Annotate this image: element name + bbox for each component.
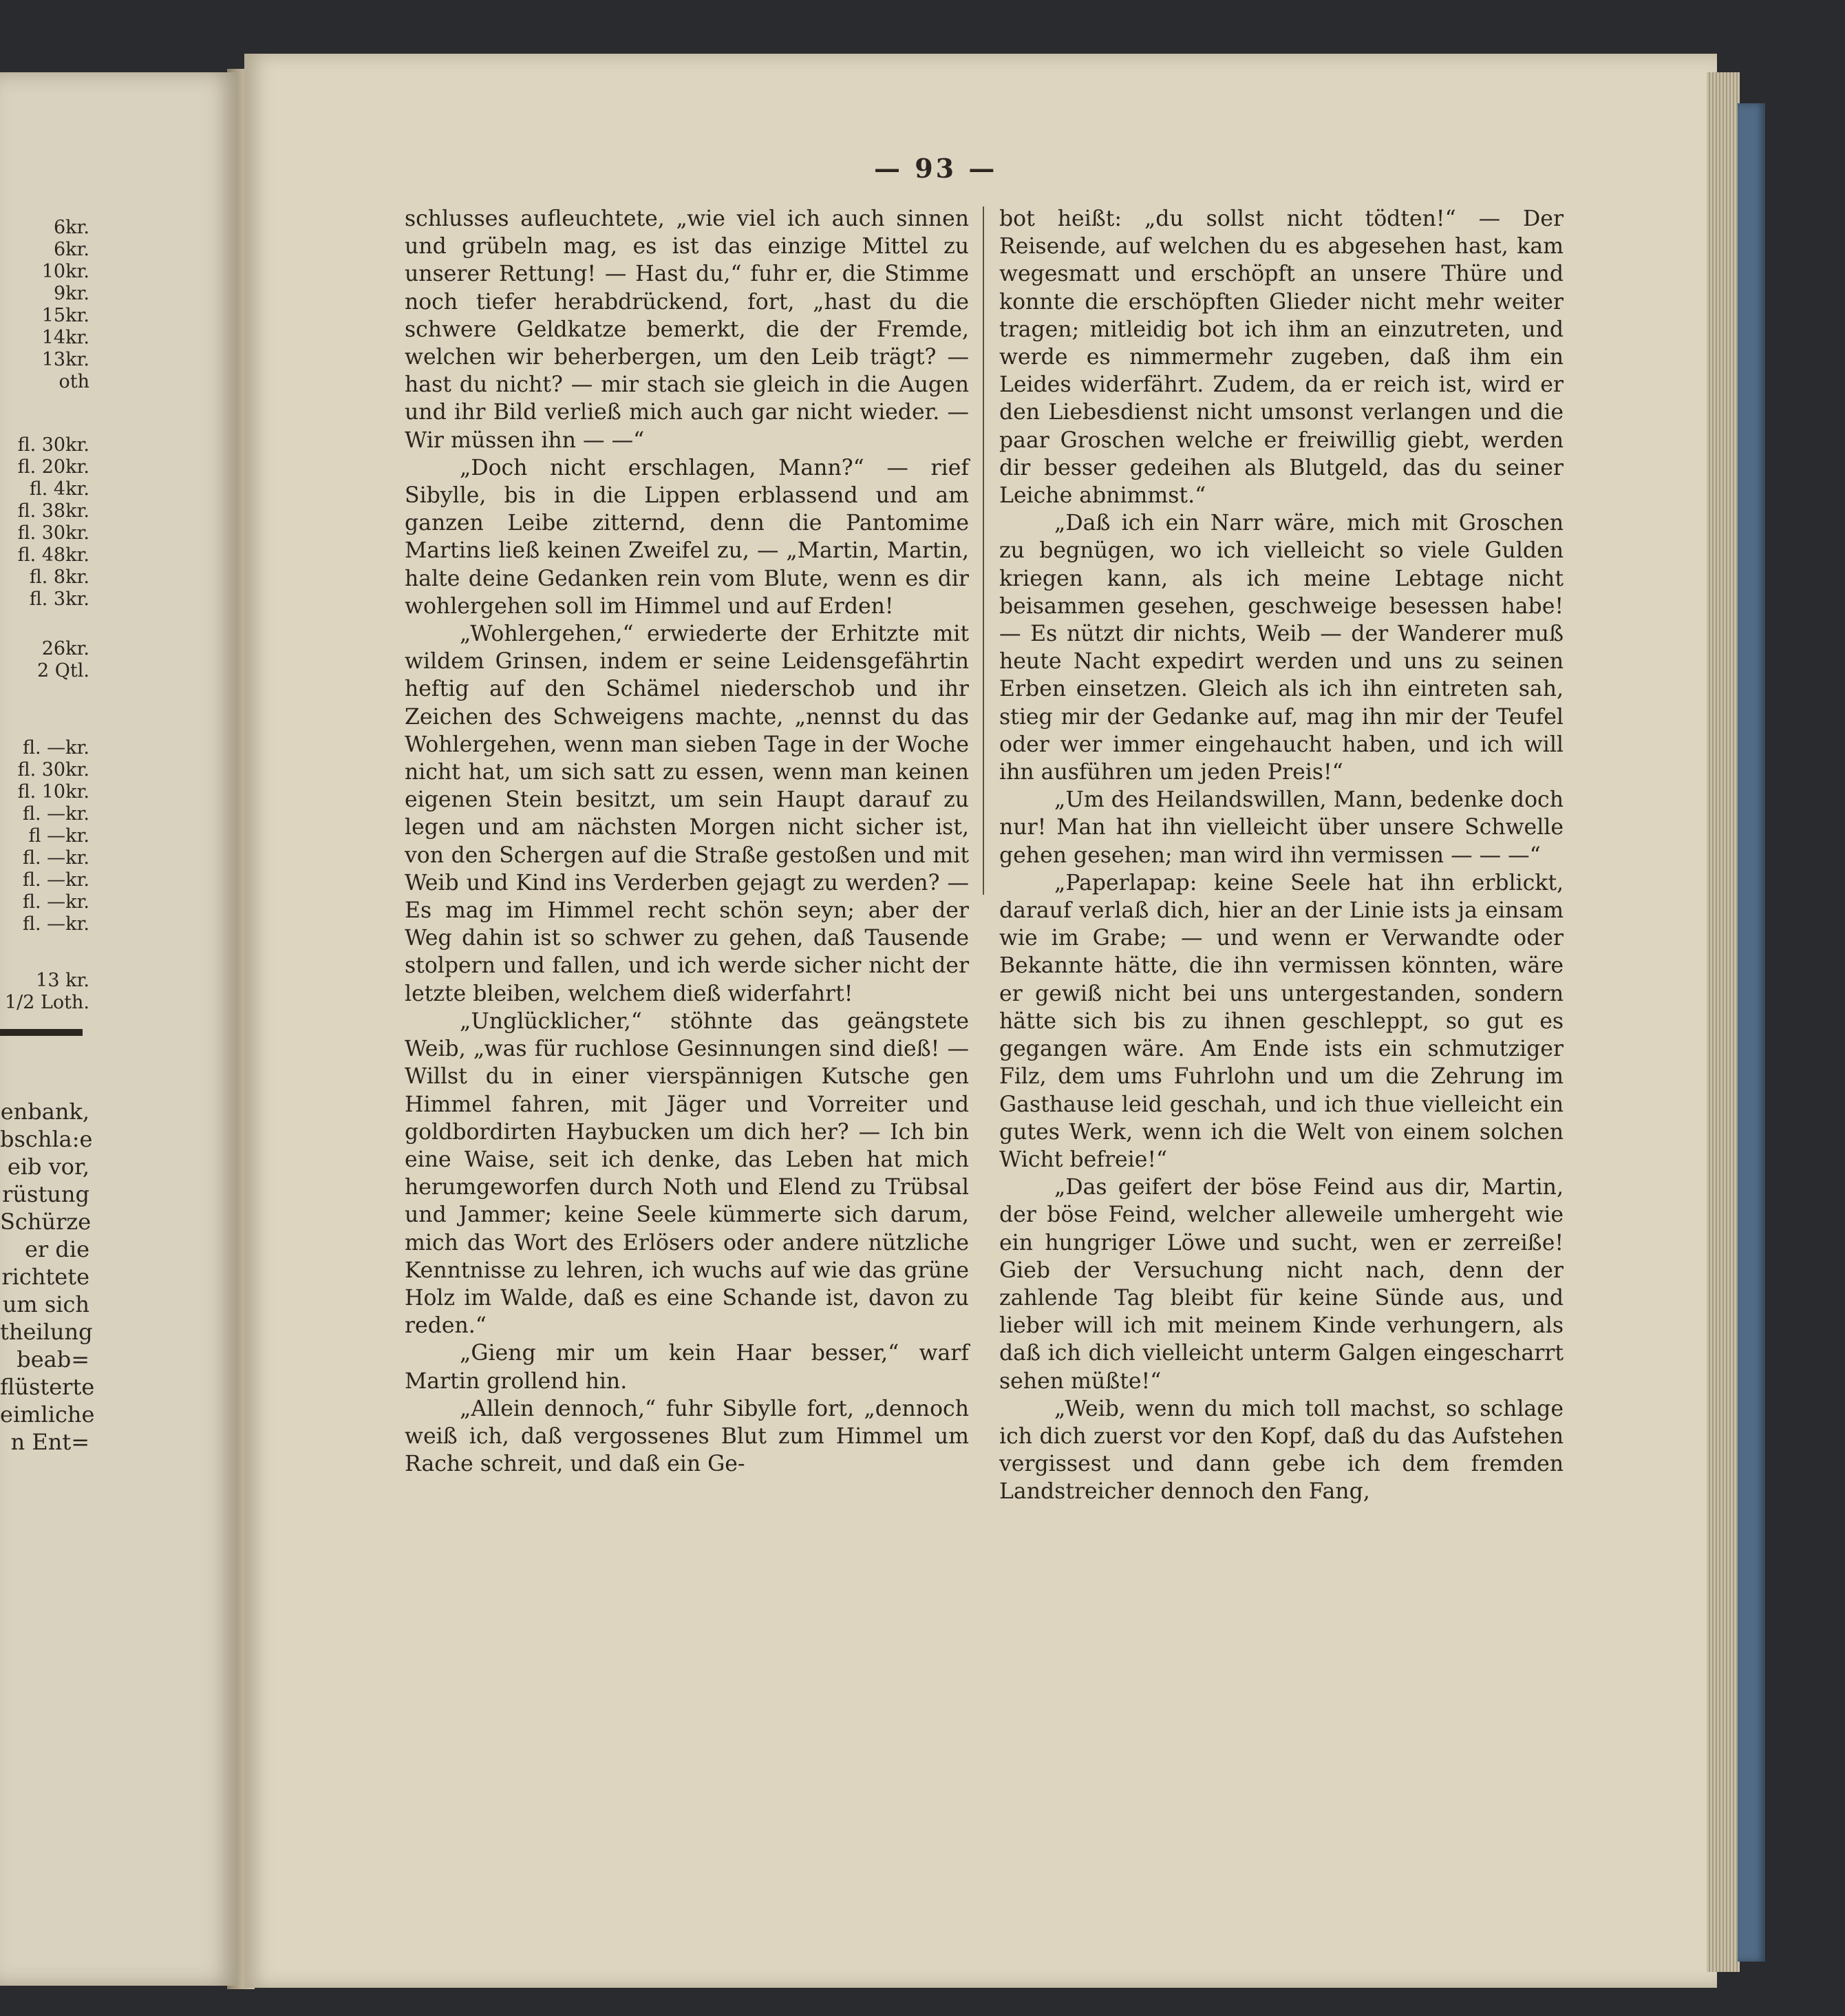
fragment-line: theilung — [0, 1319, 93, 1345]
horizontal-rule — [0, 1029, 83, 1036]
fragment-line: 15kr. — [41, 305, 89, 326]
fragment-group-4 — [0, 737, 227, 935]
paragraph: „Doch nicht erschlagen, Mann?“ — rief Sibylle, bis in die Lippen erblassend und am ganzen Leibe zitternd, denn die Pantomime Martins ließ keinen Zweifel zu, — „Martin, Martin, halte deine Gedanken rein vom Blute, wenn es dir wohlergehen soll im Himmel und auf Erden! — [405, 455, 969, 619]
fragment-line: oth — [58, 371, 89, 392]
fragment-group-1 — [0, 217, 227, 393]
paragraph: „Das geifert der böse Feind aus dir, Martin, der böse Feind, welcher alleweile umhergeht wie ein hungriger Löwe und sucht, wen er zerreiße! Gieb der Versuchung nicht nach, denn der zahlende Tag bleibt für keine Sünde aus, und lieber will ich mit meinem Kinde verhungern, als daß ich dich vielleicht unterm Galgen eingescharrt sehen müßte!“ — [999, 1175, 1564, 1394]
fragment-line: fl. —kr. — [22, 891, 89, 913]
paragraph: „Weib, wenn du mich toll machst, so schlage ich dich zuerst vor den Kopf, daß du das Aufstehen vergissest und dann gebe ich dem fremden Landstreicher dennoch den Fang, — [999, 1396, 1564, 1505]
left-margin-fragments — [0, 217, 227, 1471]
book-cover-edge — [1738, 103, 1765, 1962]
paragraph: „Paperlapap: keine Seele hat ihn erblickt, darauf verlaß dich, hier an der Linie ists ja einsam wie im Grabe; — und wenn er Verwandte oder Bekannte hätte, die ihn vermissen könnten, wäre er gewiß nicht bei uns untergestanden, sondern hätte sich bis zu ihnen geschleppt, so gut es gegangen wäre. Am Ende ists ein schmutziger Filz, dem ums Fuhrlohn und um die Zehrung im Gasthause leid geschah, und ich thue vielleicht ein gutes Werk, wenn ich die Welt von einem solchen Wicht befreie!“ — [999, 870, 1564, 1172]
paragraph: „Gieng mir um kein Haar besser,“ warf Martin grollend hin. — [405, 1341, 969, 1394]
fragment-line: er die — [24, 1236, 89, 1262]
fragment-line: um sich — [2, 1291, 89, 1317]
paragraph: schlusses aufleuchtete, „wie viel ich auch sinnen und grübeln mag, es ist das einzige Mittel zu unserer Rettung! — Hast du,“ fuhr er, die Stimme noch tiefer herabdrückend, fort, „hast du die schwere Geldkatze bemerkt, die der Fremde, welchen wir beherbergen, um den Leib trägt? — hast du nicht? — mir stach sie gleich in die Augen und ihr Bild verließ mich auch gar nicht wieder. — Wir müssen ihn — —“ — [405, 206, 969, 453]
paragraph: bot heißt: „du sollst nicht tödten!“ — Der Reisende, auf welchen du es abgesehen hast, kam wegesmatt und erschöpft an unsere Thüre und konnte die erschöpften Glieder nicht mehr weiter tragen; mitleidig bot ich ihm an einzutreten, und werde es nimmermehr zugeben, daß ihm ein Leides widerfährt. Zudem, da er reich ist, wird er den Liebesdienst nicht umsonst verlangen und die paar Groschen welche er freiwillig giebt, werden dir besser gedeihen als Blutgeld, das du seiner Leiche abnimmst.“ — [999, 206, 1564, 509]
fragment-line: fl. —kr. — [22, 737, 89, 758]
fragment-line: richtete — [1, 1264, 89, 1290]
fragment-line: fl. 30kr. — [17, 434, 89, 456]
fragment-group-6 — [0, 1098, 227, 1456]
fragment-line: eimliche — [0, 1401, 95, 1428]
fragment-line: 26kr. — [41, 638, 89, 659]
fragment-line: Schürze — [0, 1209, 92, 1235]
fragment-line: 1/2 Loth. — [4, 992, 89, 1013]
page-edges — [1707, 72, 1740, 1972]
fragment-line: 13kr. — [41, 349, 89, 370]
fragment-line: bschla:e — [0, 1126, 93, 1152]
fragment-line: fl. —kr. — [22, 869, 89, 891]
fragment-line: fl. 30kr. — [17, 759, 89, 781]
fragment-line: 9kr. — [53, 283, 89, 304]
text-column-right — [999, 205, 1564, 1506]
paragraph: „Unglücklicher,“ stöhnte das geängstete Weib, „was für ruchlose Gesinnungen sind dieß! — Willst du in einer vierspännigen Kutsche gen Himmel fahren, mit Jäger und Vorreiter und goldbordirten Haybucken um dich her? — Ich bin eine Waise, seit ich denke, das Leben hat mich herumgeworfen durch Noth und Elend zu Trübsal und Jammer; keine Seele kümmerte sich darum, mich das Wort des Erlösers oder andere nützliche Kenntnisse zu lehren, ich wuchs auf wie das grüne Holz im Walde, daß es eine Schande ist, davon zu reden.“ — [405, 1008, 969, 1339]
fragment-line: fl —kr. — [28, 825, 89, 847]
fragment-line: fl. 4kr. — [29, 478, 89, 500]
fragment-group-3 — [0, 638, 227, 682]
fragment-line: fl. 30kr. — [17, 522, 89, 544]
fragment-line: 2 Qtl. — [37, 660, 89, 681]
fragment-group-5 — [0, 970, 227, 1014]
fragment-line: 10kr. — [41, 261, 89, 282]
paragraph: „Wohlergehen,“ erwiederte der Erhitzte mit wildem Grinsen, indem er seine Leidensgefährtin heftig auf den Schämel niederschob und ihr Zeichen des Schweigens machte, „nennst du das Wohlergehen, wenn man sieben Tage in der Woche nicht hat, um sich satt zu essen, wenn man keinen eigenen Stein besitzt, um sein Haupt darauf zu legen und am nächsten Morgen nicht sicher ist, von den Schergen auf die Straße gestoßen und mit Weib und Kind ins Verderben gejagt zu werden? — Es mag im Himmel recht schön seyn; aber der Weg dahin ist so schwer zu gehen, daß Tausende stolpern und fallen, und ich werde sicher nicht der letzte bleiben, welchem dieß widerfahrt! — [405, 622, 969, 1006]
fragment-line: fl. 8kr. — [29, 566, 89, 588]
page-number: — 93 — — [874, 153, 998, 184]
fragment-line: fl. 48kr. — [17, 544, 89, 566]
fragment-line: 6kr. — [53, 239, 89, 260]
fragment-line: enbank, — [0, 1099, 89, 1125]
fragment-line: fl. —kr. — [22, 803, 89, 825]
left-page — [0, 72, 237, 1986]
column-divider — [983, 206, 984, 895]
fragment-line: fl. 10kr. — [17, 781, 89, 803]
fragment-line: fl. —kr. — [22, 913, 89, 935]
fragment-line: 6kr. — [53, 217, 89, 238]
fragment-line: fl. —kr. — [22, 847, 89, 869]
fragment-line: fl. 38kr. — [17, 500, 89, 522]
paragraph: „Daß ich ein Narr wäre, mich mit Groschen zu begnügen, wo ich vielleicht so viele Gulden kriegen kann, als ich meine Lebtage nicht beisammen gesehen, geschweige besessen habe! — Es nützt dir nichts, Weib — der Wanderer muß heute Nacht expedirt werden und uns zu seinen Erben einsetzen. Gleich als ich ihn eintreten sah, stieg mir der Gedanke auf, mag ihn mir der Teufel oder wer immer eingehaucht haben, und ich will ihn ausführen um jeden Preis!“ — [999, 511, 1564, 785]
fragment-group-2 — [0, 434, 227, 611]
fragment-line: n Ent= — [10, 1429, 89, 1455]
fragment-line: eib vor, — [7, 1154, 89, 1180]
fragment-line: beab= — [17, 1346, 89, 1372]
fragment-line: 13 kr. — [36, 970, 89, 991]
fragment-line: fl. 3kr. — [29, 588, 89, 610]
text-column-left — [405, 205, 969, 1478]
fragment-line: flüsterte — [0, 1374, 95, 1400]
fragment-line: 14kr. — [41, 327, 89, 348]
paragraph: „Um des Heilandswillen, Mann, bedenke doch nur! Man hat ihn vielleicht über unsere Schwelle gehen gesehen; man wird ihn vermissen — — —“ — [999, 787, 1564, 868]
fragment-line: rüstung — [2, 1181, 89, 1207]
fragment-line: fl. 20kr. — [17, 456, 89, 478]
paragraph: „Allein dennoch,“ fuhr Sibylle fort, „dennoch weiß ich, daß vergossenes Blut zum Himmel um Rache schreit, und daß ein Ge- — [405, 1396, 969, 1477]
